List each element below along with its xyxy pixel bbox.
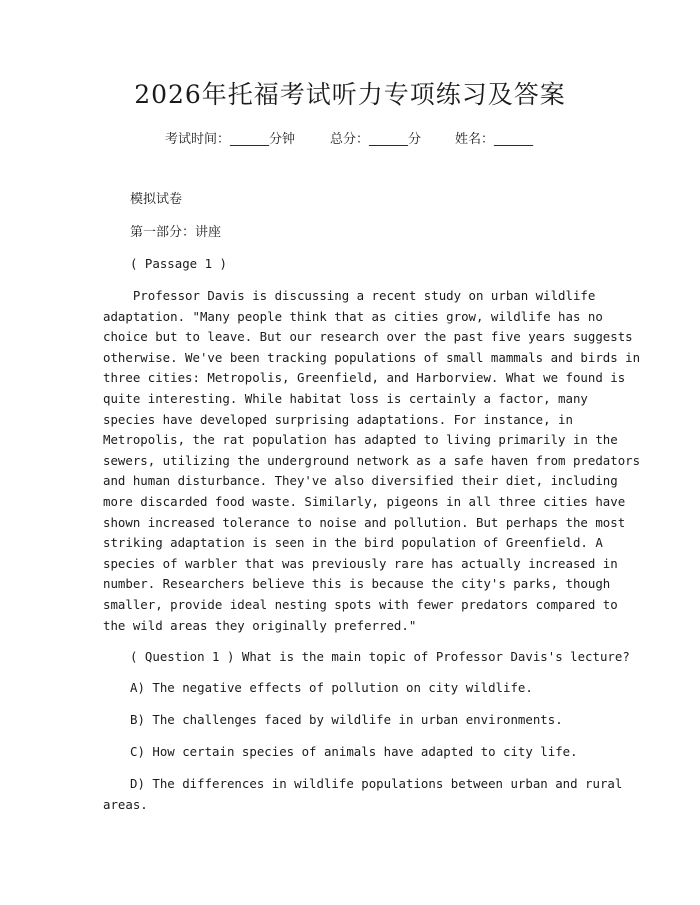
question-1-prompt: ( Question 1 ) What is the main topic of Professor Davis's lecture? <box>130 649 630 664</box>
part-label: 第一部分：讲座 <box>130 225 222 240</box>
passage-line: three cities: Metropolis, Greenfield, and Harborview. What we found is <box>103 370 626 386</box>
passage-line: choice but to leave. But our research over the past five years suggests <box>103 329 633 345</box>
passage-line: quite interesting. While habitat loss is certainly a factor, many <box>103 390 588 406</box>
answer-option-c[interactable]: C) How certain species of animals have adapted to city life. <box>130 744 578 759</box>
passage-line: sewers, utilizing the underground network as a safe haven from predators <box>103 452 641 468</box>
name-field: 姓名：______ <box>455 132 534 147</box>
passage-line: number. Researchers believe this is because the city's parks, though <box>103 576 611 592</box>
passage-line: smaller, provide ideal nesting spots with fewer predators compared to <box>103 596 618 612</box>
answer-option-a[interactable]: A) The negative effects of pollution on city wildlife. <box>130 680 533 695</box>
passage-line: the wild areas they originally preferred." <box>103 617 417 633</box>
passage-line: species have developed surprising adaptations. For instance, in <box>103 411 573 427</box>
passage-line: Professor Davis is discussing a recent study on urban wildlife <box>103 288 596 303</box>
passage-line: otherwise. We've been tracking populations of small mammals and birds in <box>103 349 641 365</box>
passage-line: striking adaptation is seen in the bird population of Greenfield. A <box>103 535 603 551</box>
passage-label: ( Passage 1 ) <box>130 256 227 271</box>
answer-option-b[interactable]: B) The challenges faced by wildlife in urban environments. <box>130 712 563 727</box>
passage-text <box>103 286 641 636</box>
total-score-field: 总分：______分 <box>330 132 422 147</box>
answer-option-d-continued: areas. <box>103 797 148 812</box>
section-label: 模拟试卷 <box>130 192 183 207</box>
passage-line: Metropolis, the rat population has adapted to living primarily in the <box>103 432 618 448</box>
document-title: 2026年托福考试听力专项练习及答案 <box>134 80 566 109</box>
passage-line: adaptation. "Many people think that as cities grow, wildlife has no <box>103 308 603 324</box>
passage-line: species of warbler that was previously rare has actually increased in <box>103 555 618 571</box>
answer-option-d[interactable]: D) The differences in wildlife populations between urban and rural <box>130 776 623 791</box>
passage-line: shown increased tolerance to noise and pollution. But perhaps the most <box>103 514 626 530</box>
passage-line: and human disturbance. They've also diversified their diet, including <box>103 473 618 489</box>
exam-time-field: 考试时间：______分钟 <box>165 132 296 147</box>
passage-line: more discarded food waste. Similarly, pigeons in all three cities have <box>103 493 626 509</box>
